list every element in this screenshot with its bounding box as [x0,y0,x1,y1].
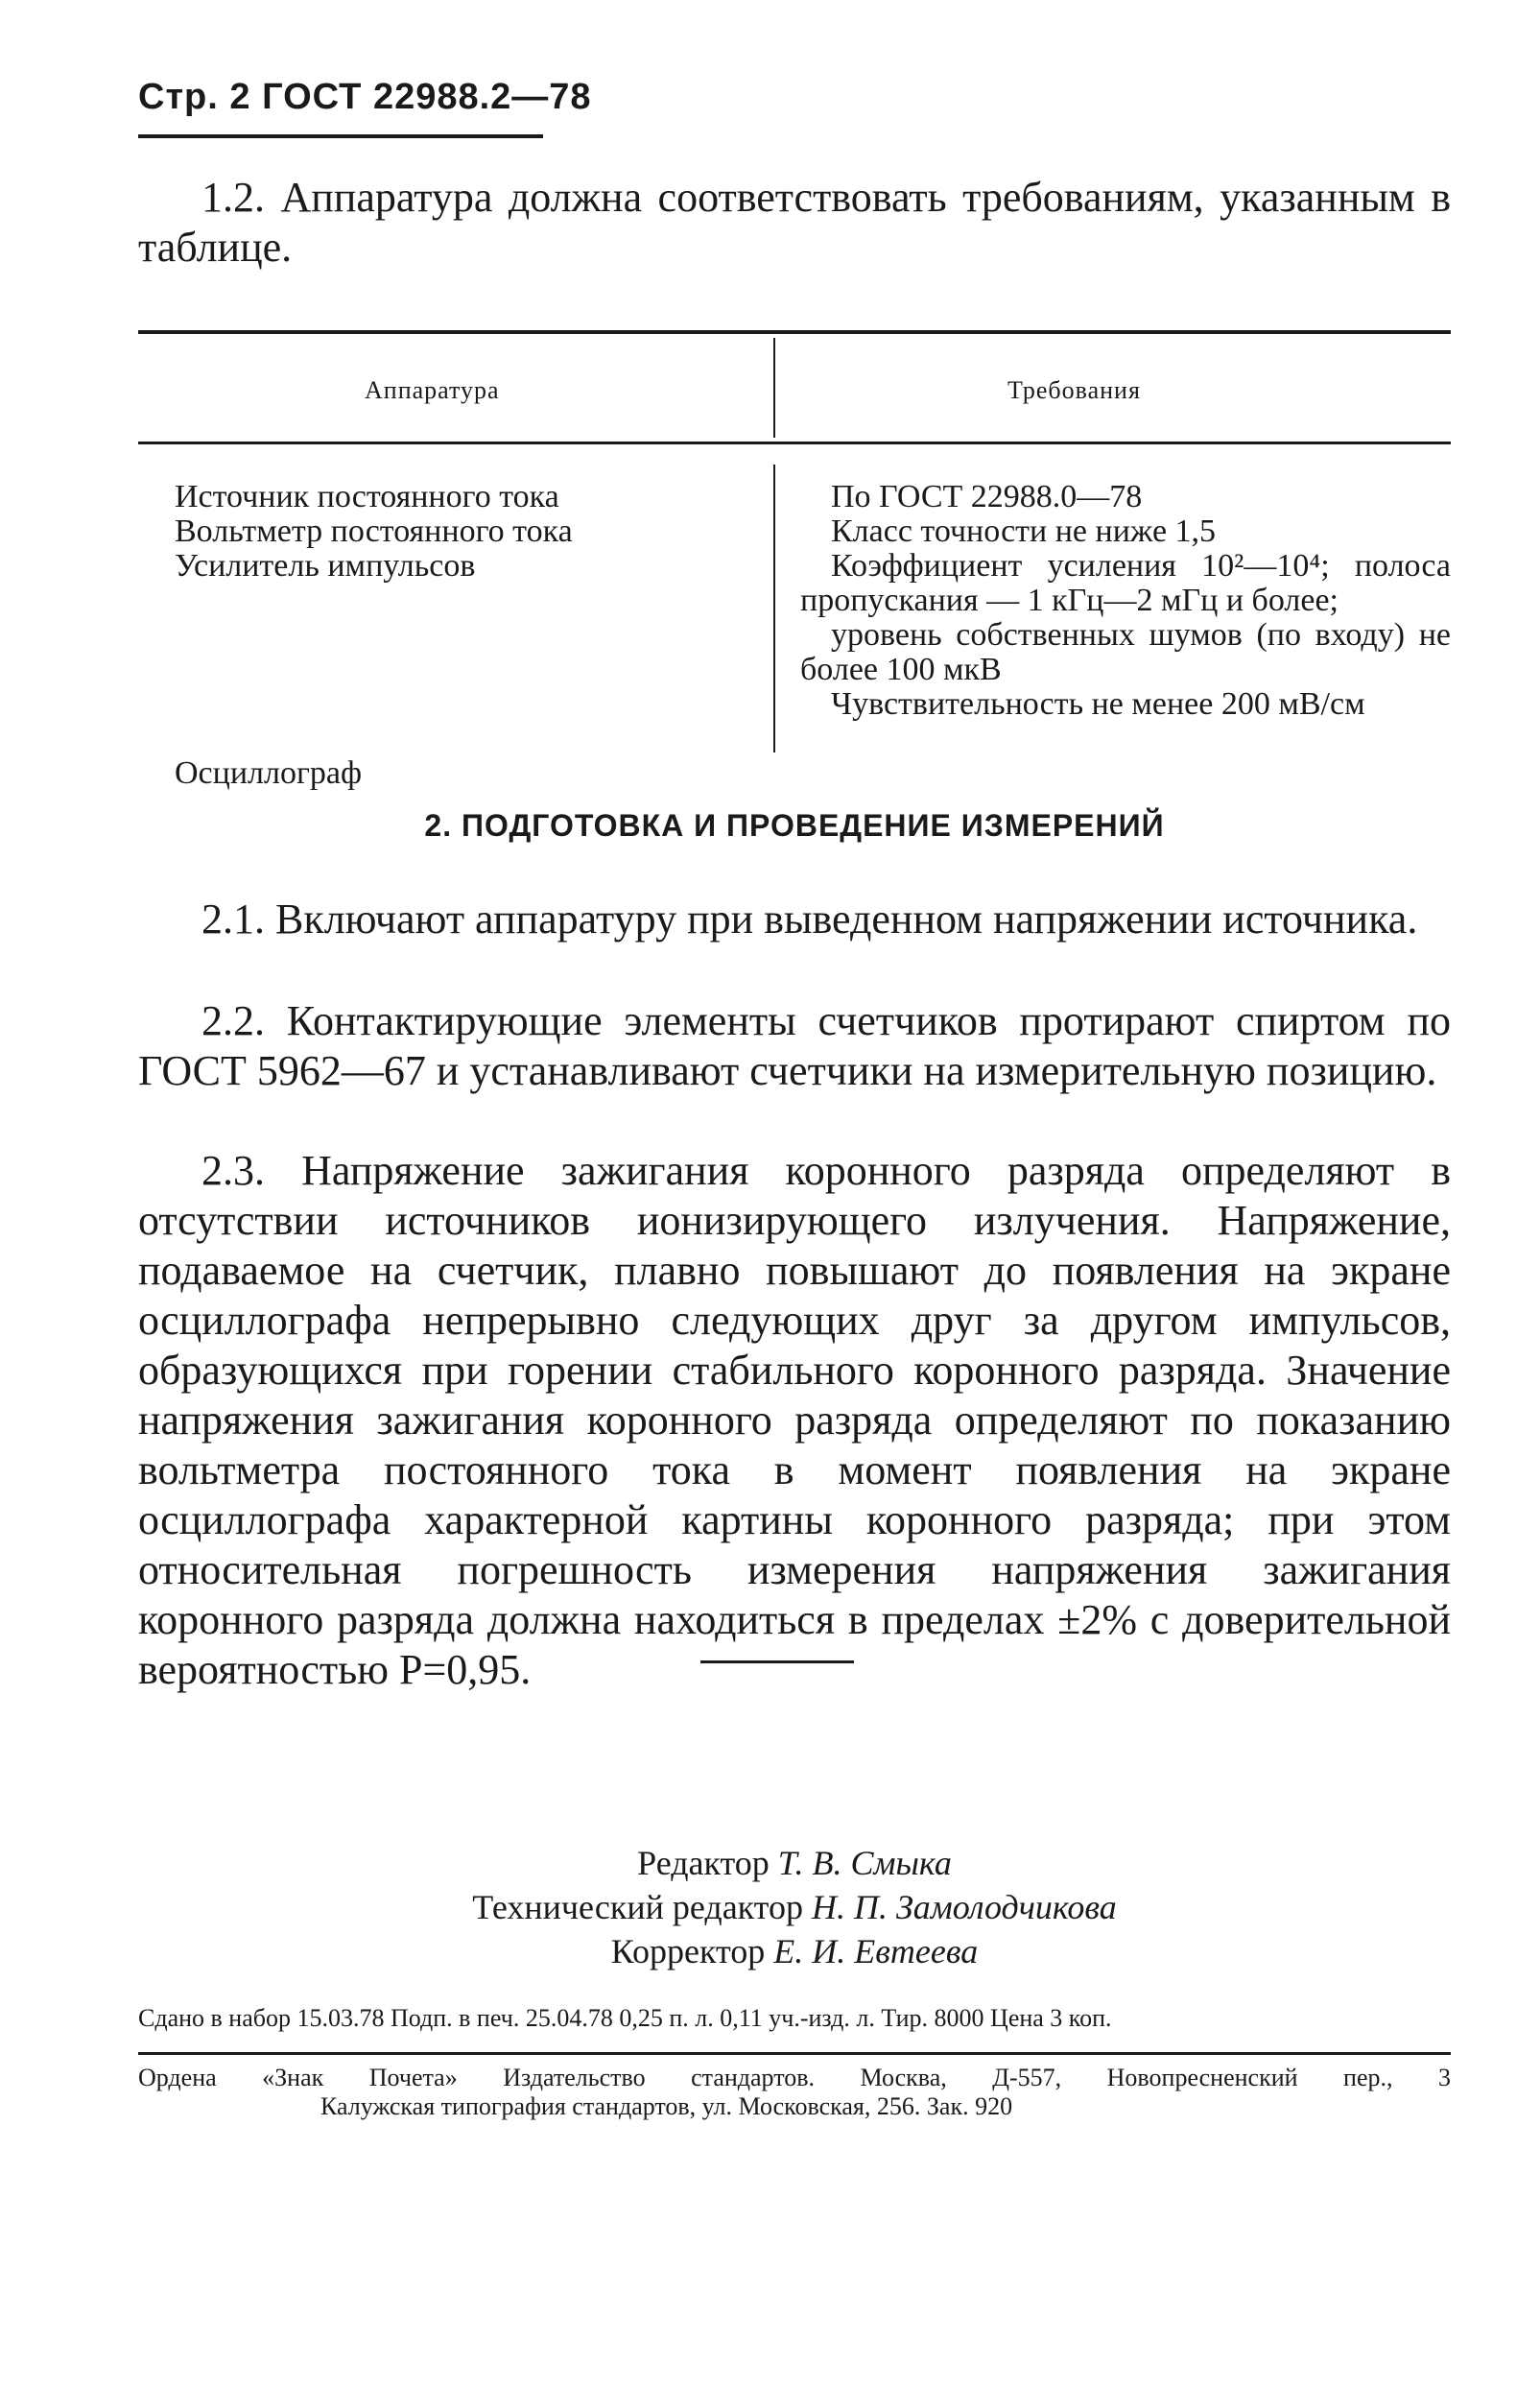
editor-name: Е. И. Евтеева [773,1932,979,1970]
table-cell-requirement: Класс точности не ниже 1,5 [831,513,1217,549]
editor-role: Технический редактор [472,1888,803,1926]
editor-role: Корректор [610,1932,766,1970]
table-cell-requirement: По ГОСТ 22988.0—78 [831,479,1143,514]
section-title: 2. ПОДГОТОВКА И ПРОВЕДЕНИЕ ИЗМЕРЕНИЙ [424,808,1165,843]
table-body-divider [773,465,775,752]
table-cell-apparatus: Усилитель импульсов [175,548,476,584]
paragraph-2-1: 2.1. Включают аппаратуру при выведенном напряжении источника. [201,896,1418,943]
table-cell-requirement: Чувствительность не менее 200 мВ/см [831,686,1365,722]
paragraph-2-2: 2.2. Контактирующие элементы счетчиков протирают спиртом по ГОСТ 5962—67 и устанавливают счетчики на измерительную позицию. [138,997,1451,1094]
imprint-printer-line: Калужская типография стандартов, ул. Московская, 256. Зак. 920 [320,2092,1013,2120]
table-header-rule [138,442,1451,444]
intro-paragraph: 1.2. Аппаратура должна соответствовать требованиям, указанным в таблице. [138,174,1451,271]
editor-line [138,1841,1451,1885]
table-cell-apparatus: Осциллограф [175,755,363,791]
imprint-publisher [138,2064,1451,2121]
imprint-print-info: Сдано в набор 15.03.78 Подп. в печ. 25.04.78 0,25 п. л. 0,11 уч.-изд. л. Тир. 8000 Цена 3 коп. [138,2004,1112,2032]
standard-number: ГОСТ 22988.2—78 [262,77,592,117]
table-cell-apparatus: Вольтметр постоянного тока [175,513,573,549]
header-underline [138,134,543,138]
editor-line [138,1929,1451,1973]
editors-block [138,1841,1451,1973]
table-top-rule [138,330,1451,334]
imprint-rule [138,2052,1451,2055]
editor-line [138,1885,1451,1929]
paragraph-2-3: 2.3. Напряжение зажигания коронного разряда определяют в отсутствии источников ионизирующего излучения. Напряжение, подаваемое на счетчик, плавно повышают до появления на экране осциллографа непрерывно следующих друг за другом импульсов, образующихся при горении стабильного коронного разряда. Значение напряжения зажигания коронного разряда определяют по показанию вольтметра постоянного тока в момент появления на экране осциллографа характерной картины коронного разряда; при этом относительная погрешность измерения напряжения зажигания коронного разряда должна находиться в пределах ±2% с доверительной вероятностью P=0,95. [138,1147,1451,1693]
table-cell-requirement: уровень собственных шумов (по входу) не более 100 мкВ [800,617,1451,687]
end-of-text-rule [700,1660,854,1663]
table-requirements-column [800,480,1451,722]
page-header [138,77,592,118]
table-cell-apparatus: Источник постоянного тока [175,479,559,514]
table-header-apparatus: Аппаратура [365,376,500,404]
table-cell-requirement: Коэффициент усиления 10²—10⁴; полоса пропускания — 1 кГц—2 мГц и более; [800,548,1451,618]
page-label: Стр. 2 [138,77,251,117]
imprint-publisher-line: Ордена «Знак Почета» Издательство стандартов. Москва, Д-557, Новопресненский пер., 3 [138,2064,1451,2091]
editor-name: Н. П. Замолодчикова [811,1888,1117,1926]
table-apparatus-column [175,480,750,791]
table-header-requirements: Требования [1007,376,1141,404]
table-header-divider [773,338,775,438]
editor-role: Редактор [637,1844,770,1882]
editor-name: Т. В. Смыка [777,1844,952,1882]
